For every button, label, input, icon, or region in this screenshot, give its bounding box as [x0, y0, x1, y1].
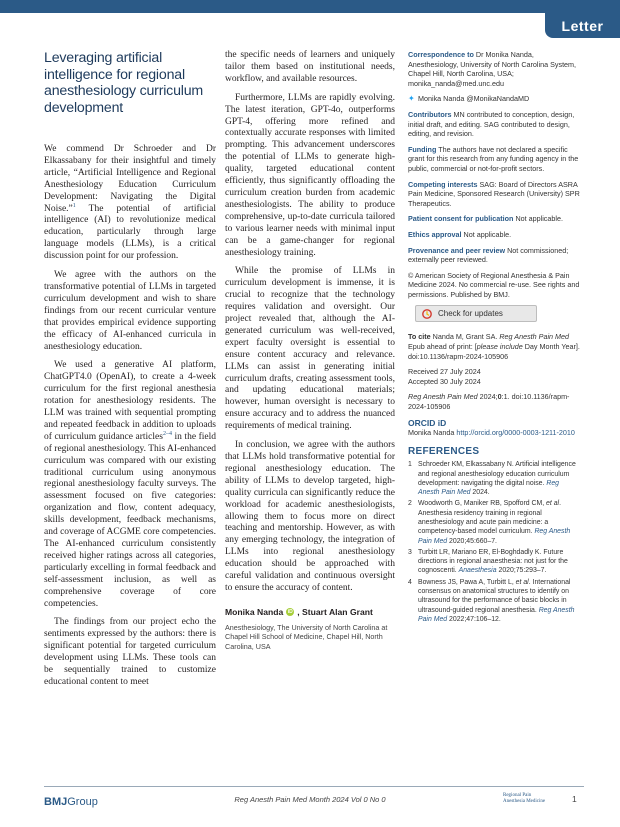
- reference-item: 3 Turbitt LR, Mariano ER, El-Boghdadly K. Future directions in regional anaesthesia: not just for the cognoscenti. Anaesthesia 2020;75:293–7.: [408, 548, 568, 575]
- patient-consent: Patient consent for publication Not applicable.: [408, 214, 563, 224]
- header-band: [0, 0, 620, 13]
- author-name: , Stuart Alan Grant: [297, 606, 373, 617]
- provenance: Provenance and peer review Not commissioned; externally peer reviewed.: [408, 245, 569, 265]
- affiliation: Anesthesiology, The University of North Carolina at Chapel Hill School of Medicine, Chapel Hill, North Carolina, USA: [225, 622, 388, 652]
- competing-interests: Competing interests SAG: Board of Directors ASRA Pain Medicine, Sponsored Research (University) SPR Therapeutics.: [408, 179, 580, 208]
- reference-journal-link[interactable]: Reg Anesth Pain Med: [418, 479, 559, 497]
- reference-list: [408, 460, 580, 624]
- how-to-cite: To cite Nanda M, Grant SA. Reg Anesth Pain Med Epub ahead of print: [please include Day Month Year]. doi:10.1136/rapm-2024-105906: [408, 332, 580, 361]
- paragraph: While the promise of LLMs in curriculum development is immense, it is crucial to recognize that the technology requires validation and oversight. Our project revealed that, although the AI-generated curriculum was well-received, expert faculty oversight is essential to ensure content accuracy and relevance. LLMs can assist in generating initial curriculum drafts, creating assessment tools, and updating educational materials; however, human oversight is necessary to ensure accuracy and to address the nuanced requirements of medical training.: [225, 266, 395, 432]
- publication-info: Reg Anesth Pain Med 2024;0:1. doi:10.1136/rapm-2024-105906: [408, 392, 570, 412]
- footer-citation: Reg Anesth Pain Med Month 2024 Vol 0 No 0: [234, 795, 386, 804]
- contributors: Contributors MN contributed to conception, design, initial draft, and editing. SAG contributed to design, editing, and revision.: [408, 109, 575, 139]
- article-title: Leveraging artificial intelligence for regional anesthesiology curriculum development: [44, 50, 204, 116]
- citation-link[interactable]: 1: [72, 202, 76, 209]
- paragraph: We commend Dr Schroeder and Dr Elkassabany for their insightful and timely article, “Artificial Intelligence and Regional Anesthesiology Education Curriculum Development: Navigating the Digital Noise.”$^1$ The potential of artificial intelligence (AI) to revolutionize medical education, particularly through large language models (LLMs), is a critical discussion point for our profession.: [44, 144, 216, 262]
- check-for-updates-button[interactable]: Check for updates: [415, 305, 537, 322]
- received-date: Received 27 July 2024: [408, 367, 481, 377]
- correspondence: Correspondence to Dr Monika Nanda, Anesthesiology, University of North Carolina System, Chapel Hill, North Carolina, USA; monika_nanda@med.unc.edu: [408, 50, 577, 88]
- column-2: [225, 50, 395, 652]
- reference-journal-link[interactable]: Reg Anesth Pain Med: [418, 528, 571, 545]
- paragraph: We used a generative AI platform, ChatGPT4.0 (OpenAI), to create a 4-week curriculum for the first regional anesthesia rotation for anesthesiology residents. The LLM was trained with sequential prompting and repeated feedback in addition to uploads of curriculum guidance articles$^{2-4}$ in the field of regional anesthesiology. This AI-enhanced curriculum was compared with our existing traditional curriculum using anonymous regional anesthesiology faculty surveys. The assessment focused on five categories: organization and flow, content adequacy, skills development, feedback mechanisms, and coverage of ACGME core competencies. The AI-enhanced curriculum consistently received higher ratings across all categories, particularly excelling in formal feedback and self-assessment inclusion, as well as comprehensive coverage of core competencies.: [44, 360, 217, 609]
- twitter-icon: ✦: [408, 94, 415, 104]
- orcid-heading: ORCID iD: [408, 417, 447, 428]
- reference-journal-link[interactable]: Anaesthesia: [458, 567, 497, 575]
- funding: Funding The authors have not declared a specific grant for this research from any funding agency in the public, commercial or not-for-profit sectors.: [408, 144, 579, 173]
- accepted-date: Accepted 30 July 2024: [408, 376, 481, 386]
- orcid-link[interactable]: http://orcid.org/0000-0003-1211-2010: [456, 427, 575, 437]
- references-heading: REFERENCES: [408, 446, 480, 458]
- paragraph: The findings from our project echo the sentiments expressed by the authors: there is significant potential for targeted curriculum development using LLMs. These tools can be sequentially trained to customize educational content to meet: [44, 617, 216, 687]
- reference-item: 2 Woodworth G, Maniker RB, Spofford CM, et al. Anesthesia residency training in regional anesthesiology and acute pain medicine: a competency-based model curriculum. Reg Anesth Pain Med 2020;45:660–7.: [408, 500, 571, 545]
- journal-logo: Regional Pain Anesthesia Medicine: [503, 793, 546, 804]
- footer-divider: [44, 786, 584, 787]
- author-list: [225, 607, 395, 617]
- publisher-logo: BMJGroup: [44, 796, 98, 808]
- copyright: © American Society of Regional Anesthesia & Pain Medicine 2024. No commercial re-use. See rights and permissions. Published by BMJ.: [408, 270, 580, 299]
- paragraph: In conclusion, we agree with the authors that LLMs hold transformative potential for regional anesthesiology education. The ability of LLMs to develop targeted, high-quality curricula can significantly reduce the workload for academic anesthesiologists, allowing them to focus more on direct teaching and mentorship. However, as with any emerging technology, the integration of LLMs into regional anesthesiology education should be approached with careful validation and continuous oversight to ensure the accuracy of content.: [225, 440, 395, 593]
- article-type-tab: Letter: [545, 13, 620, 38]
- column-1: [44, 50, 216, 696]
- page-number: 1: [572, 794, 577, 804]
- paragraph: We agree with the authors on the transformative potential of LLMs in targeted curriculum development and wish to share findings from our recent curricular venture that provides empirical evidence supporting the efficacy of AI-enhanced curricula in anesthesiology education.: [44, 270, 216, 352]
- reference-item: 4 Bowness JS, Pawa A, Turbitt L, et al. International consensus on anatomical structures to identify on ultrasound for the performance of basic blocks in ultrasound-guided regional anesthesia. Reg Anesth Pain Med 2022;47:106–12.: [408, 578, 575, 623]
- twitter-handle[interactable]: ✦ Monika Nanda @MonikaNandaMD: [408, 94, 530, 104]
- author-name: Monika Nanda: [225, 606, 284, 617]
- ethics-approval: Ethics approval Not applicable.: [408, 229, 512, 239]
- refresh-icon: [422, 309, 432, 319]
- citation-link[interactable]: 2–4: [162, 430, 172, 437]
- page-footer: [0, 786, 620, 814]
- reference-item: 1 Schroeder KM, Elkassabany N. Artificial intelligence and regional anesthesiology education curriculum development: navigating the digital noise. Reg Anesth Pain Med 2024.: [408, 461, 576, 497]
- orcid-icon[interactable]: iD: [287, 608, 293, 615]
- sidebar: [408, 50, 580, 626]
- reference-journal-link[interactable]: Reg Anesth Pain Med: [418, 606, 575, 623]
- paragraph: Furthermore, LLMs are rapidly evolving. The latest iteration, GPT-4o, outperforms GPT-4, offering more refined and contextually accurate responses with limited prompting. This advancement underscores the potential of LLMs to generate high-quality, targeted educational content efficiently, thus significantly offloading the curriculum creation burden from academic anesthesiologists. The ability to produce comprehensive, up-to-date curricula tailored to various learner needs with minimal input can be a game-changer for regional anesthesiology training.: [225, 92, 395, 258]
- paragraph: the specific needs of learners and uniquely tailor them based on institutional needs, workflow, and available resources.: [225, 50, 395, 84]
- orcid-entry: Monika Nanda http://orcid.org/0000-0003-1211-2010: [408, 427, 575, 437]
